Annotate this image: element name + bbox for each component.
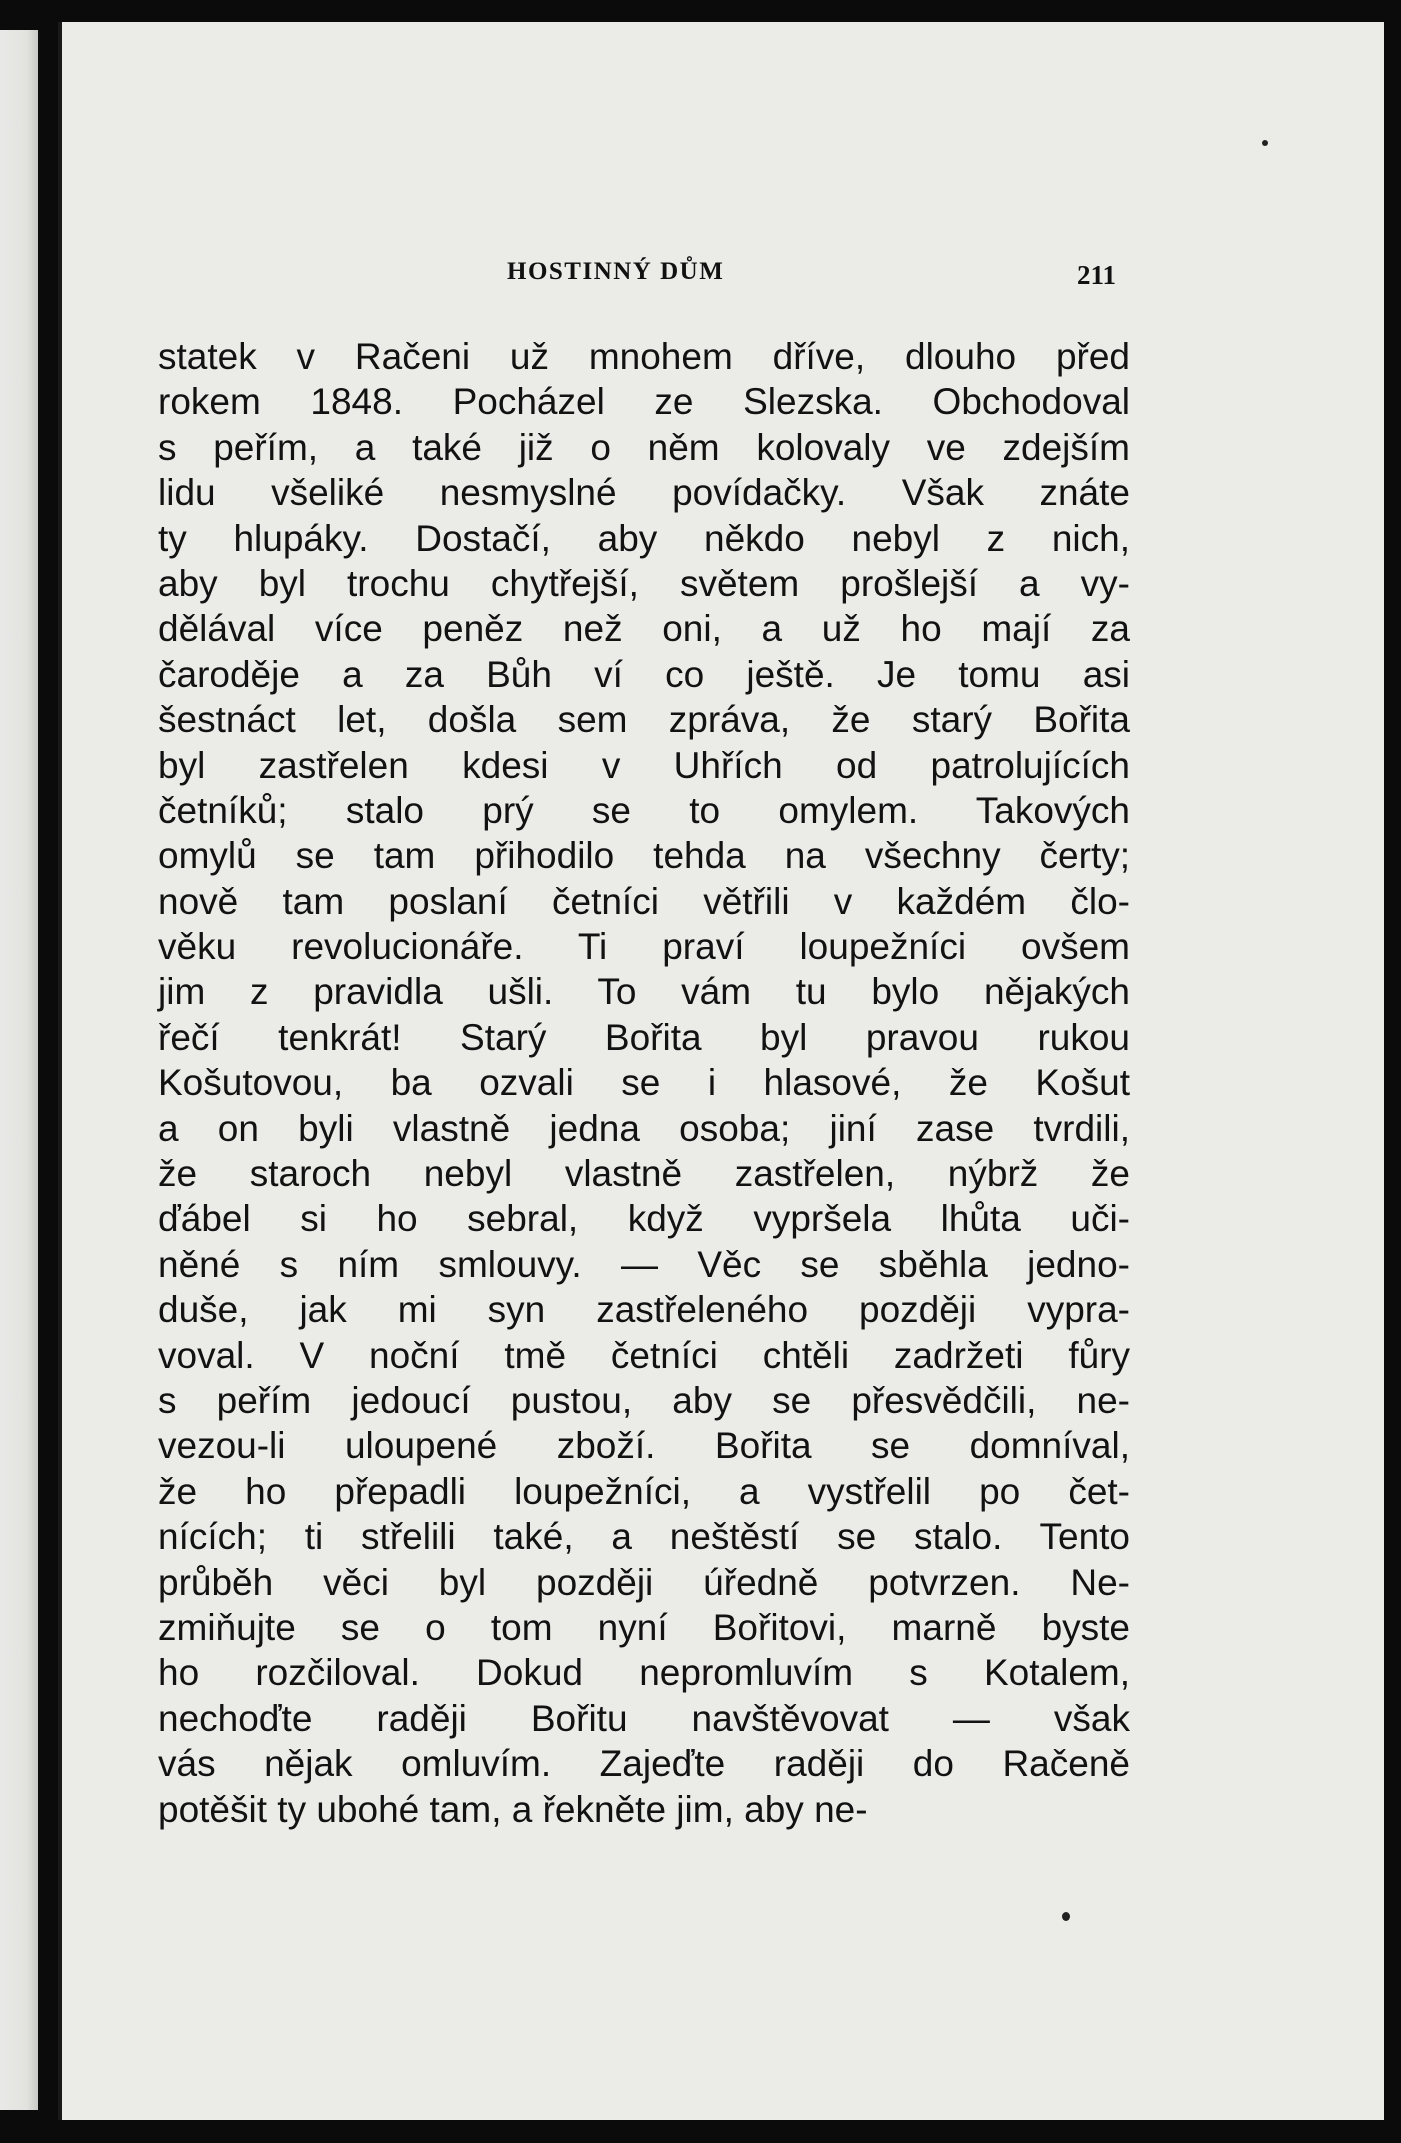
text-line: průběh věci byl později úředně potvrzen. Ne-: [158, 1561, 1130, 1603]
text-line: omylů se tam přihodilo tehda na všechny čerty;: [158, 835, 1130, 877]
text-line: řečí tenkrát! Starý Bořita byl pravou rukou: [158, 1016, 1130, 1058]
text-line: Košutovou, ba ozvali se i hlasové, že Košut: [158, 1062, 1130, 1104]
text-line: voval. V noční tmě četníci chtěli zadržeti fůry: [158, 1334, 1130, 1376]
ink-speck: [1262, 140, 1268, 146]
text-line: že ho přepadli loupežníci, a vystřelil po čet-: [158, 1470, 1130, 1512]
text-line: duše, jak mi syn zastřeleného později vypra-: [158, 1289, 1130, 1331]
text-line: čaroděje a za Bůh ví co ještě. Je tomu asi: [158, 653, 1130, 695]
text-line: statek v Račeni už mnohem dříve, dlouho před: [158, 336, 1130, 377]
text-line: potěšit ty ubohé tam, a řekněte jim, aby ne-: [158, 1788, 868, 1830]
text-line: šestnáct let, došla sem zpráva, že starý Bořita: [158, 699, 1130, 741]
page-number: 211: [1077, 260, 1117, 290]
text-line: lidu všeliké nesmyslné povídačky. Však znáte: [158, 472, 1130, 514]
text-line: že staroch nebyl vlastně zastřelen, nýbrž že: [158, 1153, 1130, 1195]
text-line: zmiňujte se o tom nyní Bořitovi, marně byste: [158, 1606, 1130, 1648]
text-line: věku revolucionáře. Ti praví loupežníci ovšem: [158, 926, 1130, 968]
text-line: něné s ním smlouvy. — Věc se sběhla jedno-: [158, 1243, 1130, 1285]
ink-speck: [1062, 1912, 1070, 1921]
text-line: vás nějak omluvím. Zajeďte raději do Račeně: [158, 1743, 1130, 1785]
book-page: [58, 22, 1384, 2120]
text-line: četníků; stalo prý se to omylem. Takových: [158, 789, 1130, 831]
text-line: s peřím jedoucí pustou, aby se přesvědčili, ne-: [158, 1379, 1130, 1421]
text-line: aby byl trochu chytřejší, světem prošlejší a vy-: [158, 562, 1130, 604]
facing-page-edge: [0, 30, 38, 2110]
text-line: nově tam poslaní četníci větřili v každém člo-: [158, 880, 1130, 922]
text-line: nechoďte raději Bořitu navštěvovat — však: [158, 1697, 1130, 1739]
text-line: ty hlupáky. Dostačí, aby někdo nebyl z nich,: [158, 517, 1130, 559]
text-line: nících; ti střelili také, a neštěstí se stalo. Tento: [158, 1516, 1130, 1558]
running-title: HOSTINNÝ DŮM: [507, 258, 725, 285]
text-line: jim z pravidla ušli. To vám tu bylo nějakých: [158, 971, 1130, 1013]
text-line: s peřím, a také již o něm kolovaly ve zdejším: [158, 426, 1130, 468]
text-line: dělával více peněz než oni, a už ho mají za: [158, 608, 1130, 650]
text-line: vezou-li uloupené zboží. Bořita se domníval,: [158, 1425, 1130, 1467]
text-line: ho rozčiloval. Dokud nepromluvím s Kotalem,: [158, 1652, 1130, 1694]
body-text: [158, 334, 1130, 1832]
text-line: byl zastřelen kdesi v Uhřích od patrolujících: [158, 744, 1130, 786]
running-head: [62, 254, 1384, 294]
text-line: rokem 1848. Pocházel ze Slezska. Obchodoval: [158, 381, 1130, 423]
text-line: ďábel si ho sebral, když vypršela lhůta uči-: [158, 1198, 1130, 1240]
text-line: a on byli vlastně jedna osoba; jiní zase tvrdili,: [158, 1107, 1130, 1149]
